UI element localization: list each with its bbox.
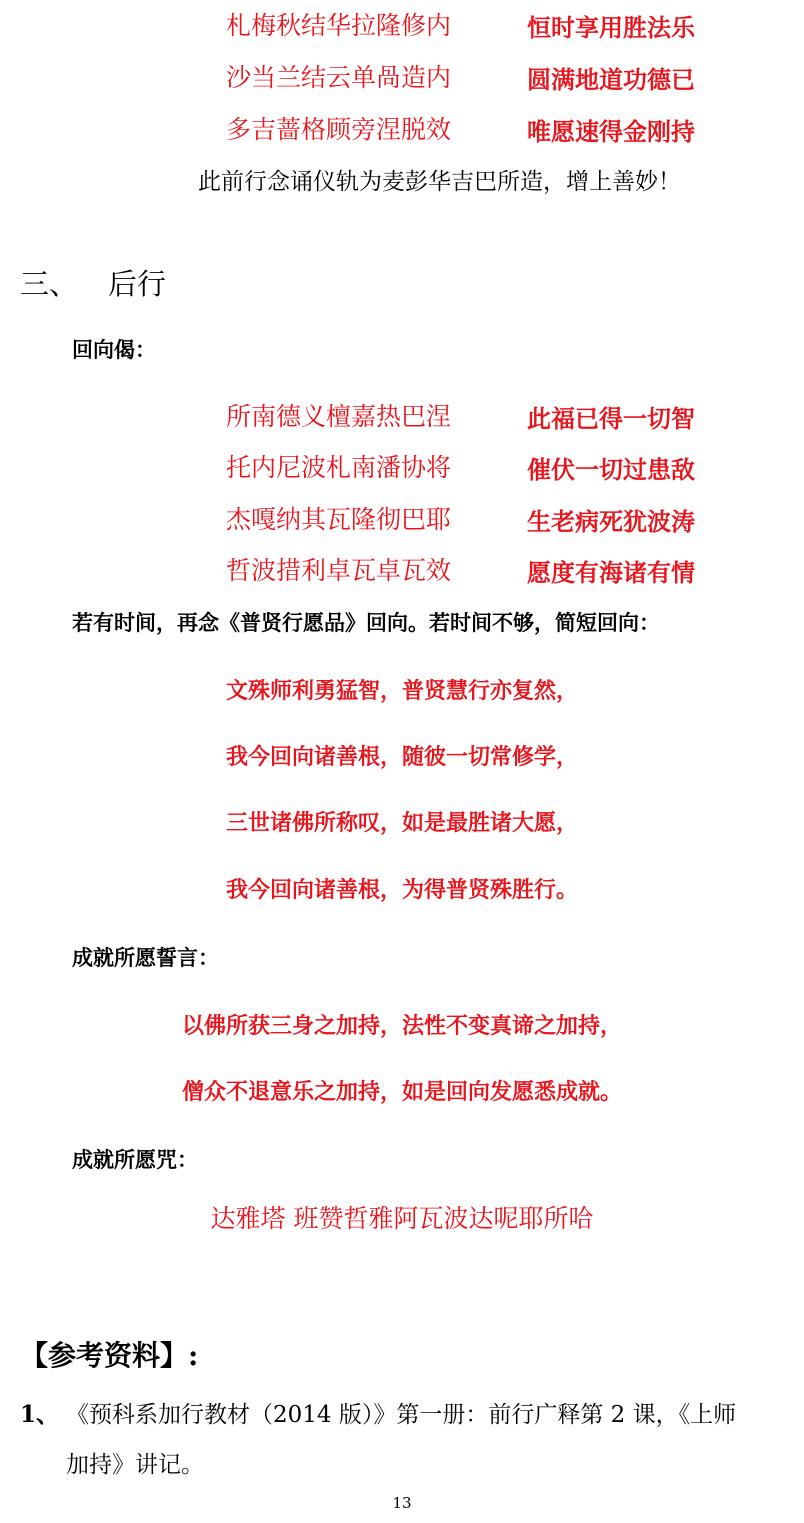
top-verse-left-3: 多吉蔷格顾旁涅脱效 xyxy=(226,115,452,144)
top-note: 此前行念诵仪轨为麦彭华吉巴所造，增上善妙！ xyxy=(198,169,681,195)
short-dedication-line-3: 三世诸佛所称叹，如是最胜诸大愿， xyxy=(225,810,578,836)
reference-line-2: 加持》讲记。 xyxy=(66,1452,204,1478)
dedication-verse-right-2: 催伏一切过患敌 xyxy=(527,455,695,484)
section-number: 三、 xyxy=(20,267,79,301)
mantra: 达雅塔 班赞哲雅阿瓦波达呢耶所哈 xyxy=(210,1204,594,1233)
dedication-verse-left-2: 托内尼波札南潘协将 xyxy=(226,453,452,482)
reference-number-1: 1、 xyxy=(20,1401,60,1428)
dedication-verse-right-3: 生老病死犹波涛 xyxy=(527,507,695,536)
dedication-verse-right-4: 愿度有海诸有情 xyxy=(527,558,695,587)
dedication-label: 回向偈： xyxy=(72,337,156,362)
vow-label: 成就所愿誓言： xyxy=(72,945,219,970)
dedication-verse-left-4: 哲波措利卓瓦卓瓦效 xyxy=(226,556,452,585)
dedication-verse-left-1: 所南德义檀嘉热巴涅 xyxy=(226,402,452,431)
short-dedication-line-4: 我今回向诸善根，为得普贤殊胜行。 xyxy=(225,877,578,903)
short-dedication-line-2: 我今回向诸善根，随彼一切常修学， xyxy=(225,744,578,770)
dedication-verse-right-1: 此福已得一切智 xyxy=(527,404,695,433)
page-number: 13 xyxy=(392,1494,412,1512)
top-verse-left-2: 沙当兰结云单咼造内 xyxy=(226,63,452,92)
top-verse-left-1: 札梅秋结华拉隆修内 xyxy=(226,11,452,40)
vow-line-1: 以佛所获三身之加持，法性不变真谛之加持， xyxy=(181,1013,622,1039)
top-verse-right-1: 恒时享用胜法乐 xyxy=(527,13,695,42)
mantra-label: 成就所愿咒： xyxy=(72,1147,198,1172)
dedication-verse-left-3: 杰嘎纳其瓦隆彻巴耶 xyxy=(226,505,452,534)
vow-line-2: 僧众不退意乐之加持，如是回向发愿悉成就。 xyxy=(181,1079,622,1105)
references-title: 【参考资料】: xyxy=(20,1339,199,1372)
top-verse-right-2: 圆满地道功德已 xyxy=(527,65,695,94)
top-verse-right-3: 唯愿速得金刚持 xyxy=(527,117,695,146)
short-dedication-line-1: 文殊师利勇猛智，普贤慧行亦复然， xyxy=(225,678,578,704)
section-title: 后行 xyxy=(108,267,167,301)
reference-line-1: 《预科系加行教材（2014 版）》第一册：前行广释第 2 课，《上师 xyxy=(66,1402,737,1428)
time-note: 若有时间，再念《普贤行愿品》回向。若时间不够，简短回向： xyxy=(72,610,660,635)
